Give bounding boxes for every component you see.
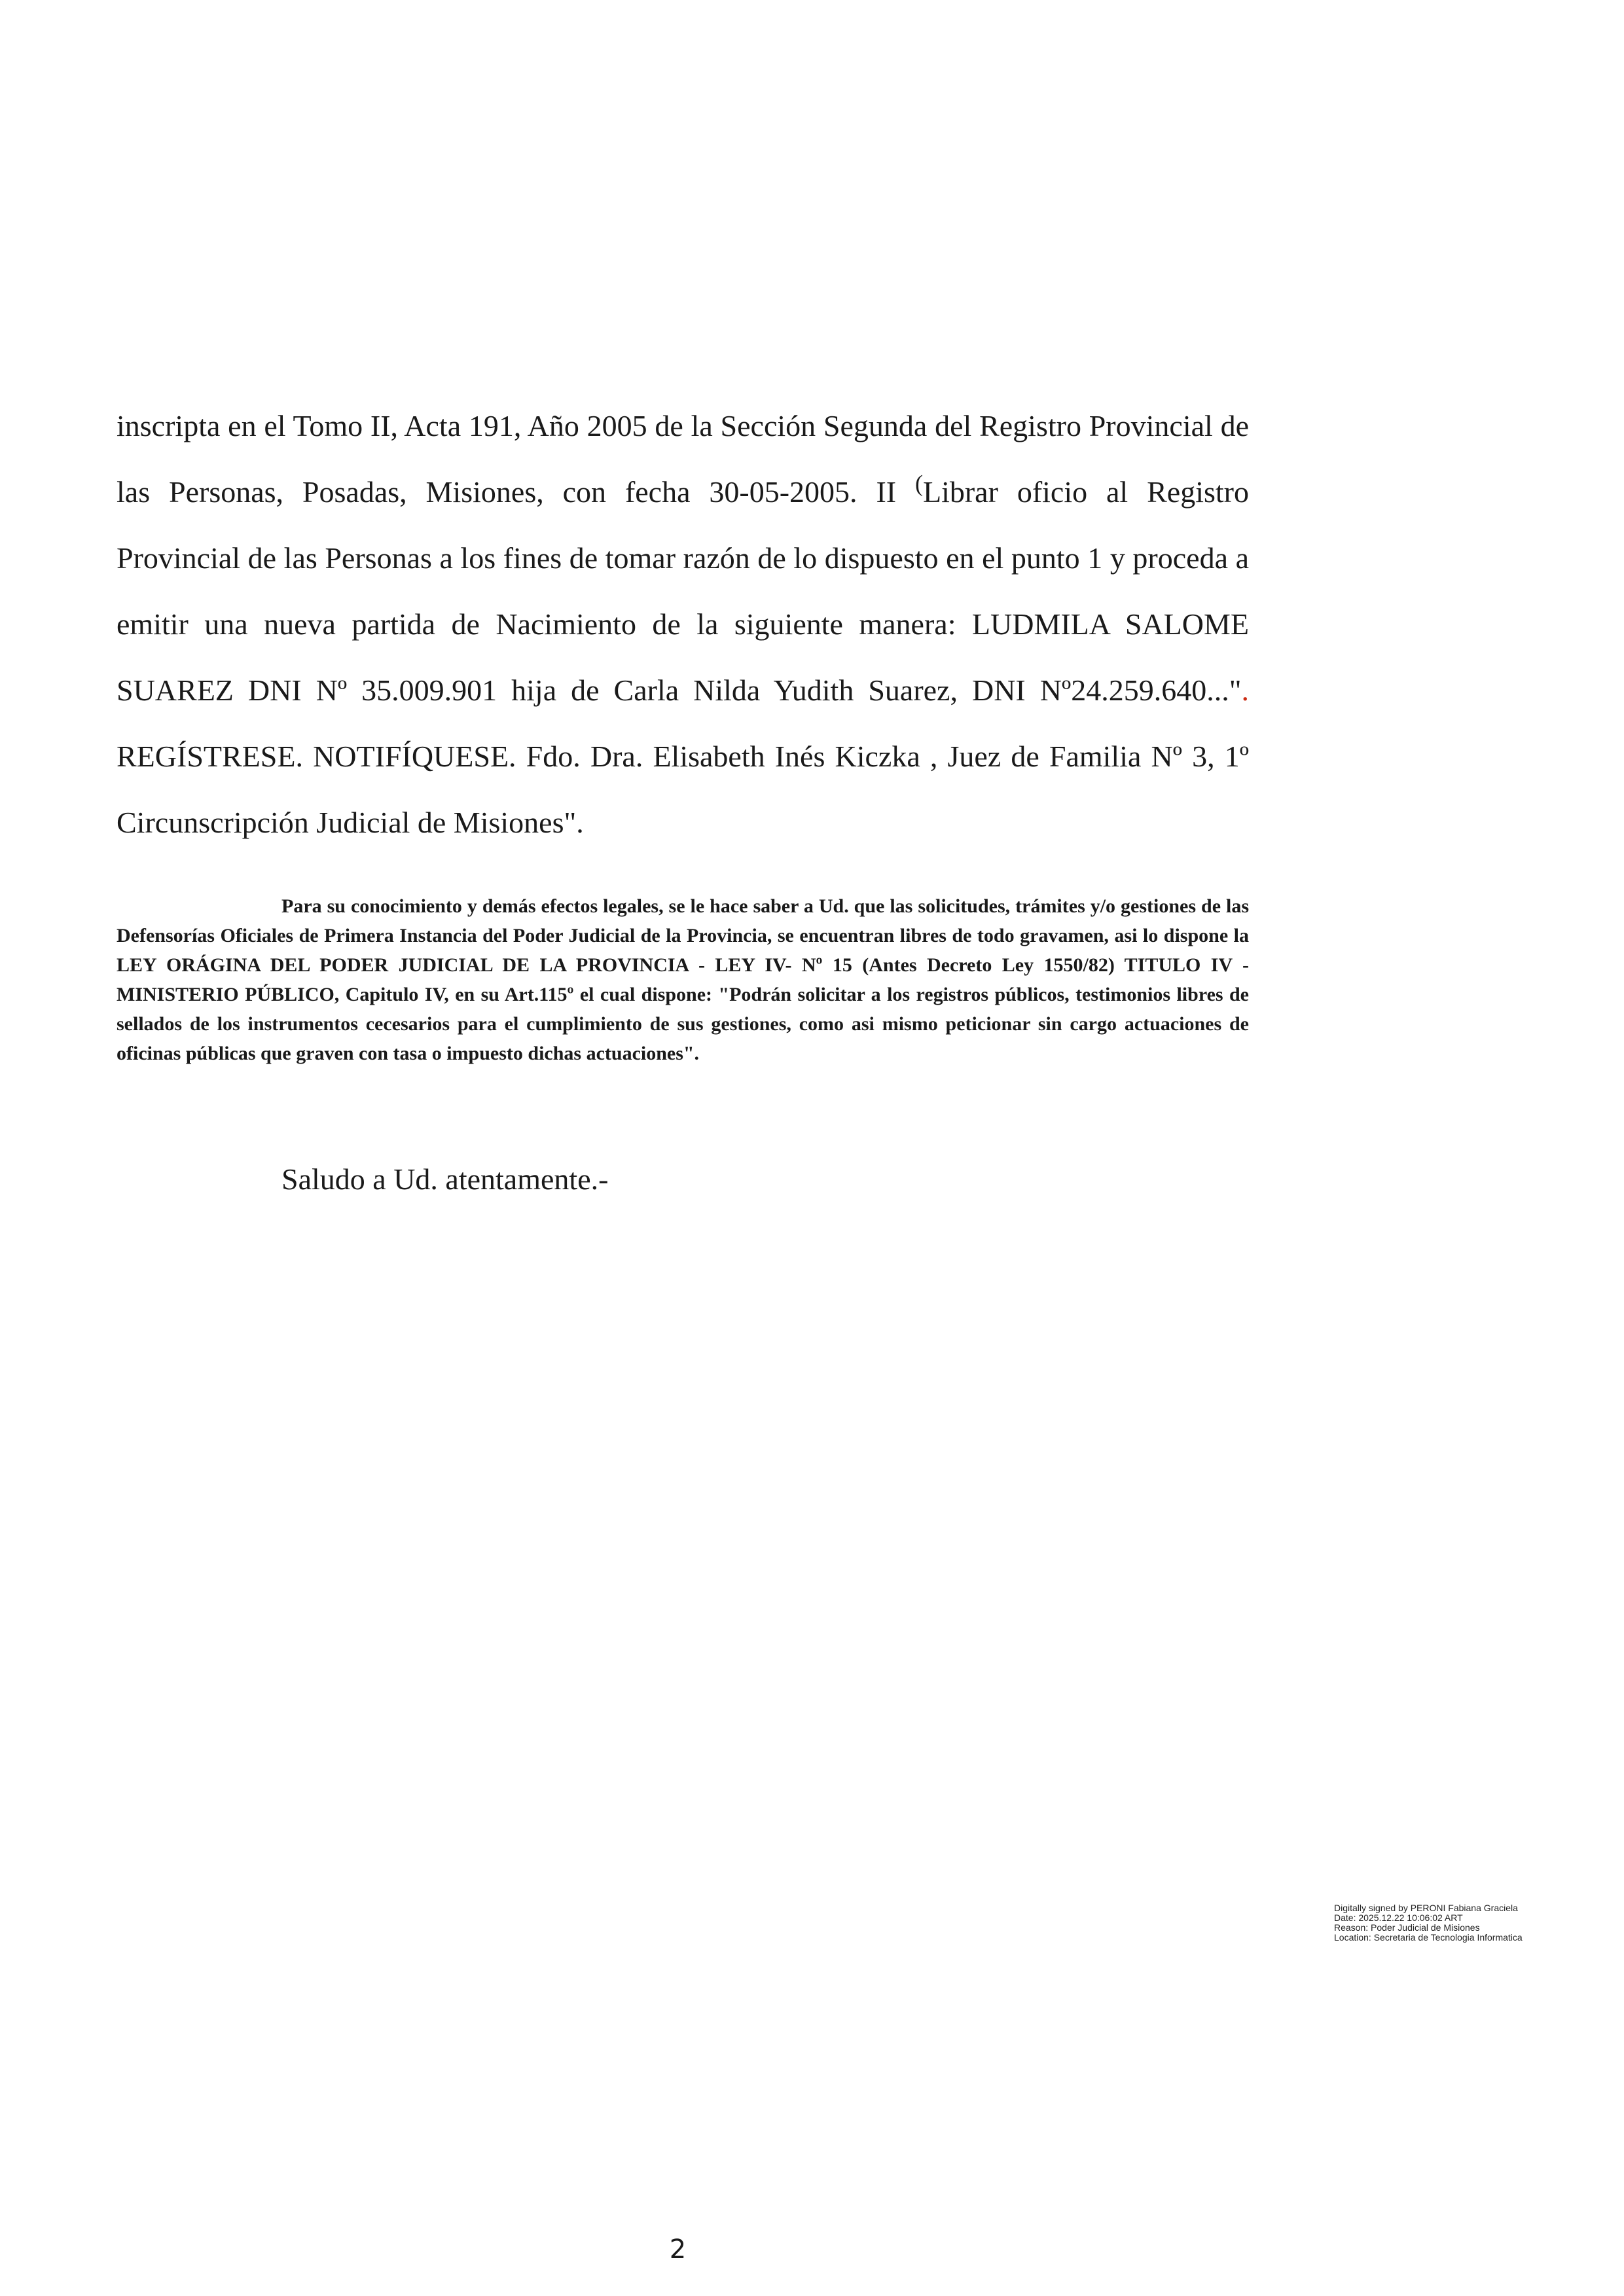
highlighted-period: . [1241, 673, 1249, 707]
signature-date: Date: 2025.12.22 10:06:02 ART [1334, 1912, 1463, 1923]
signature-location: Location: Secretaria de Tecnologia Informatica [1334, 1932, 1523, 1943]
resolution-text-part1: inscripta en el Tomo II, Acta 191, Año 2005 de la Sección Segunda del Registro Provincial de las Personas, Posadas, Misiones, con fecha 30-05-2005. II [117, 409, 1249, 509]
page-number-value: 2 [669, 2234, 687, 2265]
main-paragraph [117, 393, 1249, 855]
resolution-text-part2: Librar oficio al Registro Provincial de las Personas a los fines de tomar razón de lo dispuesto en el punto 1 y proceda a emitir una nueva partida de Nacimiento de la siguiente manera: LUDMILA SALOME SUAREZ DNI Nº 35.009.901 hija de Carla Nilda Yudith Suarez, DNI Nº24.259.640..." [117, 475, 1249, 707]
signature-signed-by: Digitally signed by PERONI Fabiana Graciela [1334, 1903, 1518, 1913]
signature-reason: Reason: Poder Judicial de Misiones [1334, 1922, 1480, 1933]
closing-salutation: Saludo a Ud. atentamente.- [281, 1162, 609, 1196]
legal-notice: Para su conocimiento y demás efectos legales, se le hace saber a Ud. que las solicitudes, trámites y/o gestiones de las Defensorías Oficiales de Primera Instancia del Poder Judicial de la Provincia, se encuentran libres de todo gravamen, asi lo dispone la LEY ORÁGINA DEL PODER JUDICIAL DE LA PROVINCIA - LEY IV- Nº 15 (Antes Decreto Ley 1550/82) TITULO IV - MINISTERIO PÚBLICO, Capitulo IV, en su Art.115º el cual dispone: "Podrán solicitar a los registros públicos, testimonios libres de sellados de los instrumentos cecesarios para el cumplimiento de sus gestiones, como asi mismo peticionar sin cargo actuaciones de oficinas públicas que graven con tasa o impuesto dichas actuaciones". [117, 895, 1249, 1064]
resolution-text-part3: REGÍSTRESE. NOTIFÍQUESE. Fdo. Dra. Elisabeth Inés Kiczka , Juez de Familia Nº 3, 1º Circunscripción Judicial de Misiones". [117, 740, 1249, 839]
resolution-text [117, 393, 1249, 855]
digital-signature-block [1334, 1903, 1530, 1943]
page-number [0, 2233, 1624, 2266]
superscript-parenthesis: ( [914, 470, 923, 497]
